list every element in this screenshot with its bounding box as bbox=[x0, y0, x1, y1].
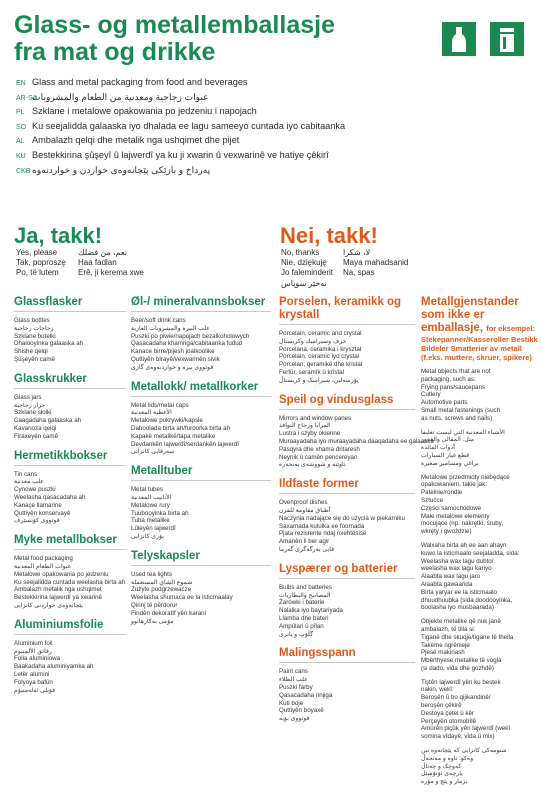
item-text: Metalowe opakowania po jedzeniu bbox=[14, 570, 109, 578]
category-title-extra: for eksempel: bbox=[486, 324, 535, 333]
answer-row bbox=[16, 258, 144, 268]
divider bbox=[131, 480, 271, 481]
item-text: Alaabta gawaarida bbox=[421, 580, 473, 588]
bottle-icon bbox=[442, 22, 476, 56]
category-title: Metalltuber bbox=[131, 465, 193, 478]
language-row bbox=[16, 105, 536, 120]
item-text: beroşên çêkirê bbox=[421, 702, 462, 710]
category-translations bbox=[421, 368, 539, 786]
item-text: ambalazh, të tilla si: bbox=[421, 625, 476, 633]
item-text: Zużyte podgrzewacze bbox=[131, 586, 192, 594]
item-text: Takëme ngrënieje bbox=[421, 641, 470, 649]
item-text: Porcelain, ceramic and crystal bbox=[279, 330, 362, 337]
column-metal bbox=[131, 296, 271, 634]
category-title: Malingsspann bbox=[279, 647, 356, 660]
item-text: Mbërthyese metalike të vogla bbox=[421, 657, 502, 665]
item-text: (si dado, vida dhe gozhdë) bbox=[421, 664, 494, 672]
item-text: قطع غيار السيارات bbox=[421, 451, 470, 459]
item-text: Tuubooyinka birta ah bbox=[131, 509, 189, 517]
category-items bbox=[421, 429, 539, 468]
item-text: somina vîdayê, vîda û mix) bbox=[421, 733, 495, 741]
divider bbox=[279, 409, 415, 410]
item-text: Kavanoza qelqi bbox=[14, 424, 57, 432]
language-code: CKB bbox=[16, 167, 31, 175]
item-text: Lûleyên lajwerdî bbox=[131, 525, 176, 533]
item-text: Mirrors and window panes bbox=[279, 414, 352, 422]
divider bbox=[279, 324, 415, 325]
item-text: پارچەی ئۆتۆمبێل bbox=[421, 770, 463, 778]
divider bbox=[14, 311, 126, 312]
item-text: Metalowe rury bbox=[131, 501, 170, 509]
item-text: Neynik û camên pencereyan bbox=[279, 453, 358, 461]
item-text: Frying pans/saucepans bbox=[421, 383, 485, 391]
item-text: Weelasha wax lagu dubto/ bbox=[421, 557, 494, 565]
item-text: Szklane butelki bbox=[14, 332, 56, 340]
yes-heading: Ja, takk! bbox=[14, 223, 103, 248]
item-text: Baakadaha aluminiyamka ah bbox=[14, 663, 94, 671]
item-text: Metalowe pokrywki/kapsle bbox=[131, 417, 203, 425]
item-text: packaging, such as: bbox=[421, 375, 476, 383]
column-metal-objects bbox=[421, 296, 539, 792]
category-title bbox=[421, 296, 539, 335]
category-items bbox=[131, 402, 271, 457]
category-title: Glasskrukker bbox=[14, 372, 87, 385]
item-text: Used tea lights bbox=[131, 570, 172, 578]
item-text: Tin cans bbox=[14, 470, 38, 478]
item-text: شتومەکی کانزایی کە پێچانەوە نین bbox=[421, 747, 507, 755]
item-text: Destoya çetel û kêr bbox=[421, 709, 474, 717]
item-text: Saxamada kululka ee foornada bbox=[279, 522, 365, 530]
item-text: بزمار و پێچ و مۆرە bbox=[421, 778, 468, 786]
item-text: Ambalazh metalik nga ushqimet bbox=[14, 586, 102, 594]
item-text: Ampûlan û pîlan bbox=[279, 622, 324, 630]
item-text: Metal tubes bbox=[131, 486, 163, 494]
item-text: پۆرسەلین، سیرامیک و کریستاڵ bbox=[279, 376, 359, 384]
item-text: Quttiyên bîrayê/vexwarinên sivik bbox=[131, 355, 220, 363]
answer-text: Tak, poproszę bbox=[16, 258, 66, 268]
item-text: الأنابيب المعدنية bbox=[131, 493, 172, 501]
item-text: Objekte metalike që nuk janë bbox=[421, 618, 501, 626]
language-text: Glass and metal packaging from food and beverages bbox=[32, 77, 248, 87]
item-text: Cutlery bbox=[421, 391, 441, 399]
item-text: Kanace birre/pijesh joalkoolike bbox=[131, 348, 215, 356]
item-text: رقائق الألمنيوم bbox=[14, 647, 52, 655]
answer-text: Erê, ji kerema xwe bbox=[78, 268, 144, 278]
item-text: Żarówki i baterie bbox=[279, 599, 325, 607]
item-text: boolasha iyo musbaarada) bbox=[421, 604, 494, 612]
item-text: kuwo la isticmaalo seejaladda, sida: bbox=[421, 549, 520, 557]
item-text: Pasqyra dhe xhama dritaresh bbox=[279, 445, 360, 453]
no-heading: Nei, takk! bbox=[280, 223, 378, 248]
item-text: Ferfûr, seramîk û krîstal bbox=[279, 368, 344, 376]
divider bbox=[14, 634, 126, 635]
language-row bbox=[16, 91, 536, 106]
yes-translations bbox=[16, 248, 144, 279]
language-text: عبوات زجاجية ومعدنية من الطعام والمشروبات bbox=[32, 91, 209, 102]
language-text: Bestekkirina şûşeyî û lajwerdî ya ku ji xwarin û vexwarinê ve hatiye çêkirî bbox=[32, 149, 329, 160]
divider bbox=[131, 396, 271, 397]
language-row bbox=[16, 120, 536, 135]
language-row bbox=[16, 76, 536, 91]
item-text: Metalowe przedmioty niebędące bbox=[421, 473, 510, 481]
item-text: Kuti boje bbox=[279, 699, 304, 707]
answer-row bbox=[281, 248, 408, 258]
category-title: Lyspærer og batterier bbox=[279, 562, 398, 575]
divider bbox=[131, 311, 271, 312]
item-text: Pjesë makinash bbox=[421, 649, 465, 657]
answer-text: Haa fadlan bbox=[78, 258, 117, 268]
item-text: Amanên li ber agir bbox=[279, 538, 330, 546]
item-text: Qasacadaha rinjiga bbox=[279, 691, 333, 699]
language-code: KU bbox=[16, 152, 26, 160]
language-list bbox=[16, 76, 536, 178]
answer-text: Maya mahadsanid bbox=[343, 258, 409, 268]
item-text: ئاوێنە و شووشەی پەنجەرە bbox=[279, 461, 346, 469]
answer-row bbox=[16, 268, 144, 278]
divider bbox=[14, 388, 126, 389]
item-text: عبوات الطعام المعدنية bbox=[14, 562, 72, 570]
category-items bbox=[421, 474, 539, 536]
item-text: Alaabta wax lagu jaro bbox=[421, 573, 481, 581]
item-text: nakin, wekî: bbox=[421, 686, 454, 694]
item-text: الأشياء المعدنية التي ليست تغليفا bbox=[421, 428, 505, 436]
answer-text: Nie, dziękuję bbox=[281, 258, 327, 268]
item-text: Małe metalowe elementy bbox=[421, 512, 490, 520]
answer-text: Po, të lutem bbox=[16, 268, 59, 278]
item-text: Weelasha shumaca ee la isticmaalay bbox=[131, 594, 233, 602]
answer-text: لا، شكرا bbox=[343, 248, 371, 257]
category-items bbox=[421, 679, 539, 741]
item-text: as nuts, screws and nails) bbox=[421, 414, 493, 422]
divider bbox=[279, 578, 415, 579]
item-text: Glass jars bbox=[14, 393, 42, 401]
language-row bbox=[16, 149, 536, 164]
item-text: Llamba dhe bateri bbox=[279, 614, 329, 622]
category-items bbox=[14, 555, 126, 610]
item-text: پێچانەوەی خواردنی کانزایی bbox=[14, 601, 83, 609]
item-text: Walxaha birta ah ee aan ahayn bbox=[421, 541, 507, 549]
item-text: زجاجات زجاجية bbox=[14, 324, 54, 332]
item-text: opakowaniem, takie jak: bbox=[421, 481, 488, 489]
divider bbox=[279, 662, 415, 663]
item-text: أطباق مقاومة للفرن bbox=[279, 506, 331, 514]
item-text: سەرقاپی کانزایی bbox=[131, 448, 175, 456]
item-text: Dhalooyinka galaaska ah bbox=[14, 340, 84, 348]
item-text: گڵۆپ و پاتری bbox=[279, 630, 314, 638]
category-items bbox=[14, 640, 126, 695]
item-text: علب البيرة والمشروبات الغازية bbox=[131, 324, 210, 332]
category-items bbox=[279, 499, 415, 554]
item-text: Aluminium foil bbox=[14, 639, 53, 647]
item-text: Tuba metalike bbox=[131, 517, 170, 525]
item-text: Quttiyên konservayê bbox=[14, 509, 71, 517]
item-text: Metal food packaging bbox=[14, 555, 73, 563]
category-title: Telyskapsler bbox=[131, 549, 200, 562]
item-text: Findên dekoratîf yên karanî bbox=[131, 609, 207, 617]
item-text: بۆری کانزایی bbox=[131, 532, 165, 540]
answer-text: Yes, please bbox=[16, 248, 58, 257]
item-text: Letër alumini bbox=[14, 670, 50, 678]
answer-row bbox=[281, 258, 408, 268]
category-items bbox=[14, 317, 126, 364]
category-items bbox=[131, 317, 271, 372]
item-text: Lustra i szyby okienne bbox=[279, 430, 341, 438]
item-text: Szklane słoiki bbox=[14, 409, 52, 417]
column-glass bbox=[14, 296, 126, 703]
answer-text: Jo faleminderit bbox=[281, 268, 334, 278]
category-title: Speil og vindusglass bbox=[279, 393, 394, 406]
item-text: Ku seejalidda cuntada weelasha birta ah bbox=[14, 578, 126, 586]
item-text: weelasha wax lagu kariyo bbox=[421, 565, 492, 573]
language-code: AL bbox=[16, 138, 25, 146]
divider bbox=[14, 465, 126, 466]
item-text: قوتووی کۆنسێرڤ bbox=[14, 517, 60, 525]
divider bbox=[14, 549, 126, 550]
item-text: علب الطلاء bbox=[279, 676, 308, 684]
item-text: المرايا وزجاج النوافذ bbox=[279, 422, 331, 430]
language-row bbox=[16, 134, 536, 149]
item-text: Daboolada birta ah/furoorka birta ah bbox=[131, 424, 231, 432]
language-text: Szklane i metalowe opakowania po jedzeniu i napojach bbox=[32, 106, 257, 117]
language-code: SO bbox=[16, 123, 27, 131]
category-title: Glassflasker bbox=[14, 296, 83, 308]
answer-text: نەخێر سوپاس bbox=[281, 278, 327, 288]
item-text: Shishe qelqi bbox=[14, 348, 48, 356]
category-items bbox=[279, 584, 415, 639]
category-examples: Stekepanner/Kasseroller Bestikk Bildeler Smatterier av metall (f.eks. muttere, skruer, spikere) bbox=[421, 335, 538, 362]
answer-text: نعم، من فضلك bbox=[78, 248, 127, 257]
item-text: الأغطية المعدنية bbox=[131, 409, 172, 417]
category-title: Myke metallbokser bbox=[14, 534, 117, 547]
item-text: Quttiyên boyaxê bbox=[279, 707, 324, 715]
item-text: Qasacadaha khamriga/cabitaanka fudud bbox=[131, 340, 243, 348]
category-title: Øl-/ mineralvannsbokser bbox=[131, 296, 266, 308]
item-text: Metal objects that are not bbox=[421, 368, 491, 375]
item-text: Firaxeyên camê bbox=[14, 432, 59, 440]
item-text: Ovenproof dishes bbox=[279, 499, 328, 507]
category-title: Aluminiumsfolie bbox=[14, 618, 104, 631]
answer-text: No, thanks bbox=[281, 248, 320, 257]
language-text: Ambalazh qelqi dhe metalik nga ushqimet dhe pijet bbox=[32, 135, 240, 146]
item-text: wkręty i gwoździe) bbox=[421, 528, 472, 536]
item-text: Devdankên lajwerdî/serdankên lajwerdî bbox=[131, 440, 239, 448]
category-title: Hermetikkbokser bbox=[14, 449, 108, 462]
category-items bbox=[279, 668, 415, 723]
item-text: قوتووی بیرە و خواردنەوەی گازی bbox=[131, 363, 214, 371]
item-text: Bulbs and batteries bbox=[279, 583, 332, 591]
item-text: mocujące (np. nakrętki, śruby, bbox=[421, 520, 504, 528]
page-title bbox=[14, 12, 335, 66]
category-title: Metallokk/ metallkorker bbox=[131, 380, 259, 393]
item-text: خزف وسيراميك وكريستال bbox=[279, 337, 347, 345]
item-text: Folia aluminiowa bbox=[14, 655, 61, 663]
item-text: Weelasha qasacadaha ah bbox=[14, 493, 86, 501]
title-line-1: Glass- og metallemballasje bbox=[14, 11, 335, 39]
item-text: Glass bottles bbox=[14, 317, 50, 324]
language-text: Ku seejalidda galaaska iyo dhalada ee lagu sameeyo cuntada iyo cabitaanka bbox=[32, 120, 346, 131]
item-text: کەوچک و چەتاڵ bbox=[421, 762, 462, 770]
item-text: Naczynia nadające się do użycia w piekarniku bbox=[279, 514, 405, 522]
item-text: Paint cans bbox=[279, 668, 308, 676]
category-title-text: Metallgjenstander som ikke er emballasje, bbox=[421, 296, 519, 334]
answer-row bbox=[281, 268, 408, 278]
item-text: جرار زجاجية bbox=[14, 401, 46, 409]
category-items bbox=[131, 571, 271, 626]
item-text: dhuudhuubka (sida doodooyinka, bbox=[421, 596, 513, 604]
item-text: Porcelan, qeramikë dhe kristal bbox=[279, 361, 363, 369]
item-text: Części samochodowe bbox=[421, 504, 482, 512]
answer-text: Na, spas bbox=[343, 268, 375, 278]
item-text: وەکو: تاوە و مەنجەڵ bbox=[421, 754, 474, 762]
item-text: Porcelain, ceramic iyo crystal bbox=[279, 353, 360, 361]
item-text: Nalalka iyo baytariyada bbox=[279, 607, 343, 615]
language-text: پەرداخ و بازێکی پێچانەوەی خواردن و خواردنەوە bbox=[32, 164, 211, 175]
item-text: Birta yaryar ee la isticmaalo bbox=[421, 588, 497, 596]
category-items bbox=[421, 747, 539, 786]
category-items bbox=[421, 368, 539, 423]
item-text: Patelnie/rondle bbox=[421, 489, 463, 497]
item-text: Cynowe puszki bbox=[14, 486, 56, 494]
item-text: Automotive parts bbox=[421, 399, 468, 407]
item-text: Tiganë dhe skuqje/tigane të thella bbox=[421, 633, 514, 641]
item-text: Small metal fastenings (such bbox=[421, 406, 501, 414]
item-text: Metal lids/metal caps bbox=[131, 401, 189, 409]
item-text: Sztućce bbox=[421, 496, 444, 504]
item-text: Şûşeyên camê bbox=[14, 355, 55, 363]
item-text: Puszki po piwie/napojach bezalkoholowych bbox=[131, 332, 250, 340]
language-code: AR-SA bbox=[16, 94, 38, 102]
item-text: Tiştên lajwerdî yên ku bestek bbox=[421, 678, 501, 686]
item-text: Kapakë metalikë/tapa metalike bbox=[131, 432, 216, 440]
item-text: Folyoya bafûn bbox=[14, 678, 53, 686]
item-text: Kanaçe llamarine bbox=[14, 501, 62, 509]
item-text: مۆمی بەکارهاتوو bbox=[131, 617, 174, 625]
item-text: مثل: المقالي والقدور bbox=[421, 436, 475, 444]
language-row bbox=[16, 164, 536, 179]
item-text: قوتووی بۆیە bbox=[279, 715, 310, 723]
answer-row bbox=[16, 248, 144, 258]
category-items bbox=[421, 542, 539, 612]
divider bbox=[131, 565, 271, 566]
category-items bbox=[14, 394, 126, 441]
item-text: Qirinj të përdorur bbox=[131, 601, 178, 609]
item-text: براغي ومسامير صغيرة bbox=[421, 459, 479, 467]
language-code: EN bbox=[16, 80, 26, 87]
language-code: PL bbox=[16, 109, 25, 117]
item-text: علب معدنية bbox=[14, 478, 44, 486]
category-items bbox=[131, 486, 271, 541]
category-items bbox=[14, 471, 126, 526]
category-items bbox=[279, 414, 434, 470]
item-text: Puszki farby bbox=[279, 683, 313, 691]
item-text: المصابيح والبطاريات bbox=[279, 591, 331, 599]
category-items bbox=[421, 618, 539, 673]
item-text: Caagadaha galaaska ah bbox=[14, 417, 82, 425]
category-title: Porselen, keramikk og krystall bbox=[279, 296, 402, 321]
item-text: Perçeyên otomobîlê bbox=[421, 717, 477, 725]
item-text: Beer/soft drink cans bbox=[131, 317, 186, 324]
item-text: Amûrên piçûk yên lajwerdî (wekî bbox=[421, 725, 511, 733]
title-line-2: fra mat og drikke bbox=[14, 38, 216, 66]
item-text: فۆیلی ئەلەمنیۆم bbox=[14, 686, 56, 694]
item-text: Beroşên û bo qijikandinê/ bbox=[421, 694, 491, 702]
item-text: شموع الشاي المستعملة bbox=[131, 578, 193, 586]
item-text: Muraayadaha iyo muraayadaha daaqadaha ee galaaska bbox=[279, 437, 434, 445]
category-title: Ildfaste former bbox=[279, 478, 359, 491]
item-text: Pjata rezistente ndaj nxehtësisë bbox=[279, 530, 367, 538]
no-translations bbox=[281, 248, 408, 289]
divider bbox=[279, 493, 415, 494]
item-text: قاپی بەرگەگری گەرما bbox=[279, 545, 335, 553]
category-items bbox=[279, 330, 415, 385]
can-icon bbox=[490, 22, 524, 56]
item-text: Bestekkirina lajwerdî ya xwarinê bbox=[14, 594, 103, 602]
item-text: أدوات المائدة bbox=[421, 444, 456, 452]
item-text: Porcelana, ceramika i kryształ bbox=[279, 345, 362, 353]
